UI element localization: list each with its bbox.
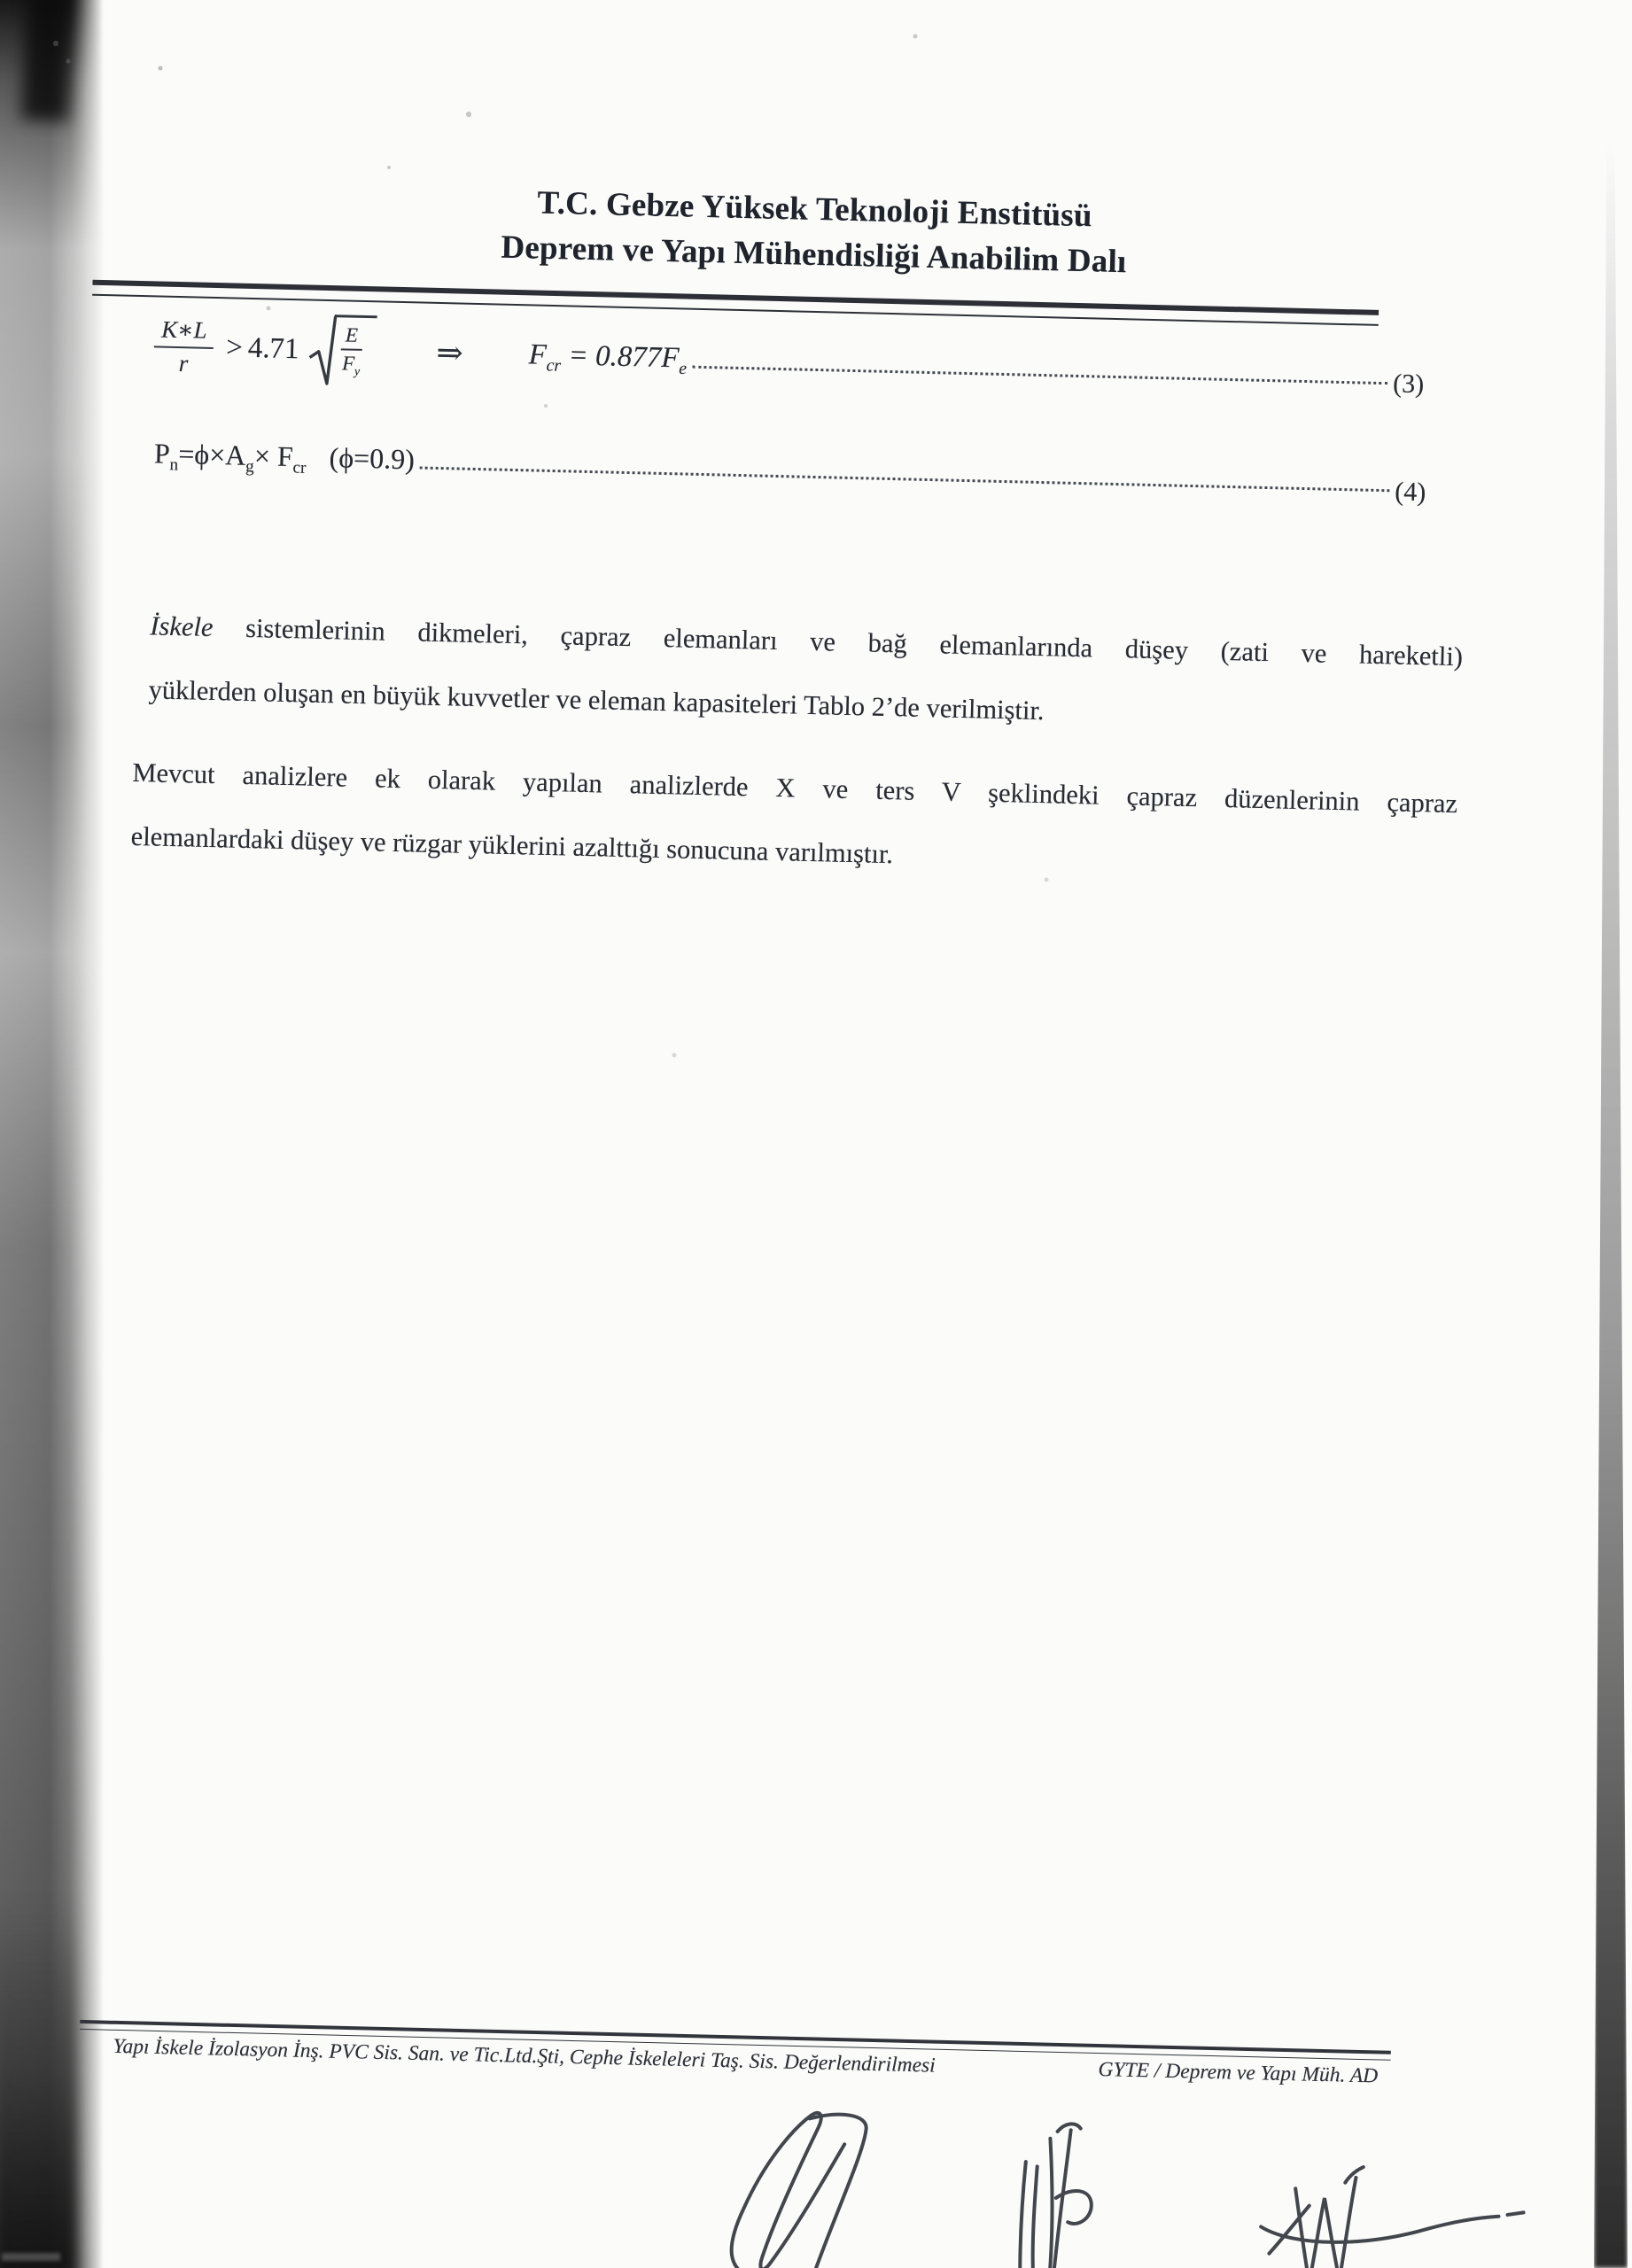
header-title-line2: Deprem ve Yapı Mühendisliği Anabilim Dalı — [500, 229, 1127, 281]
signature-2 — [1020, 2123, 1093, 2268]
phi-value-note: (ϕ=0.9) — [329, 441, 416, 476]
pn-sub: n — [169, 455, 179, 475]
paragraph-2-line-2: elemanlardaki düşey ve rüzgar yüklerini azalttığı sonucuna varılmıştır. — [130, 820, 894, 870]
equation-3-fraction — [153, 315, 214, 378]
paragraph-1-line-2: yüklerden oluşan en büyük kuvvetler ve eleman kapasiteleri Tablo 2’de verilmiştir. — [148, 674, 1045, 726]
relation-symbol: > — [225, 330, 244, 364]
paragraph-2 — [130, 757, 1457, 891]
fe-sub: e — [678, 358, 688, 378]
equation-4-number: (4) — [1394, 476, 1426, 507]
dotted-leader — [692, 365, 1387, 384]
coefficient: 4.71 — [247, 331, 299, 365]
equation-3-number: (3) — [1392, 369, 1425, 400]
paragraph-1-line-1-rest: sistemlerinin dikmeleri, çapraz elemanları ve bağ elemanlarında düşey (zati ve hareketli) — [213, 612, 1464, 672]
header-title-line1: T.C. Gebze Yüksek Teknoloji Enstitüsü — [537, 184, 1093, 235]
fcr-base: F — [528, 338, 548, 371]
paragraph-1-line-1 — [150, 610, 1464, 680]
radicand — [333, 315, 377, 377]
equation-4-expression — [153, 437, 307, 478]
fraction-denominator: r — [178, 349, 189, 377]
radicand-denominator-sub: y — [354, 364, 361, 378]
footer-left-text: Yapı İskele İzolasyon İnş. PVC Sis. San. ve Tic.Ltd.Şti, Cephe İskeleleri Taş. Sis. Değerlendirilmesi — [113, 2034, 936, 2078]
radicand-fraction — [340, 323, 362, 376]
dotted-leader — [420, 466, 1390, 492]
footer-right-text: GYTE / Deprem ve Yapı Müh. AD — [1098, 2058, 1379, 2088]
paragraph-1 — [148, 610, 1463, 744]
equation-4 — [153, 437, 1426, 507]
implies-arrow: ⇒ — [436, 334, 464, 371]
paragraph-2-line-1: Mevcut analizlere ek olarak yapılan analizlerde X ve ters V şeklindeki çapraz düzenlerinin çapraz — [132, 757, 1458, 819]
signature-3 — [1260, 2164, 1525, 2268]
signature-1 — [731, 2111, 867, 2268]
pn-base: P — [153, 437, 171, 470]
fcr-sub2: cr — [292, 458, 307, 478]
radicand-numerator: E — [341, 323, 363, 351]
fcr-segment: × F — [253, 439, 294, 473]
phi-ag-segment: =ϕ×A — [177, 438, 246, 471]
radical-sign-icon — [307, 309, 337, 390]
equation-3-result — [528, 338, 688, 378]
radicand-denominator — [341, 350, 361, 378]
ag-sub: g — [245, 457, 254, 477]
fe-base: F — [660, 341, 680, 374]
fraction-numerator: K∗L — [154, 315, 214, 349]
fcr-sub: cr — [546, 354, 562, 376]
document-header — [184, 172, 1444, 291]
equals-value: = 0.877 — [568, 338, 662, 374]
square-root — [307, 309, 377, 391]
paragraph-1-lead-italic: İskele — [149, 610, 214, 643]
radicand-denominator-base: F — [341, 352, 355, 375]
signatures — [672, 2105, 1527, 2268]
